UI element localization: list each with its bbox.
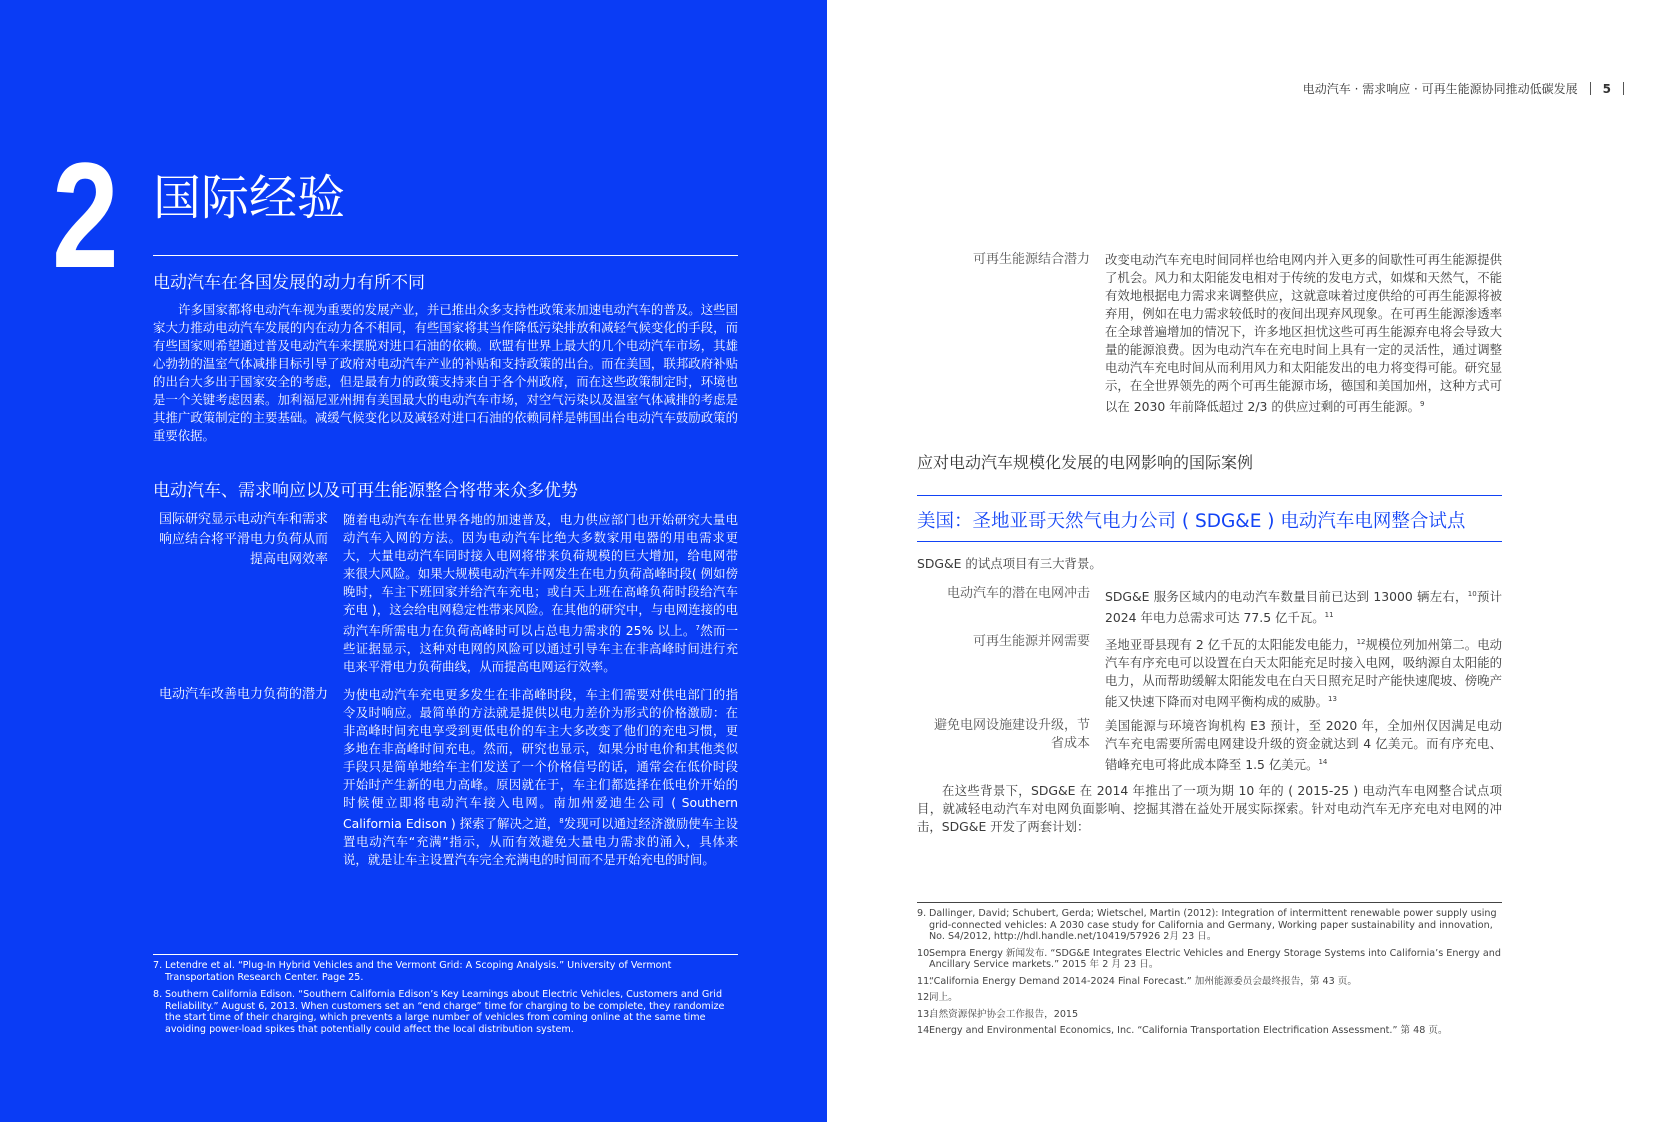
chapter-title: 国际经验 xyxy=(153,170,346,226)
case-box-bottom-rule xyxy=(917,541,1502,542)
paragraph-renewable-integration: 圣地亚哥县现有 2 亿千瓦的太阳能发电能力，$^{12}$规模位列加州第二。电动汽车有序充电可以设置在白天太阳能充足时接入电网，吸纳源自太阳能的电力，从而帮助缓解太阳能发电在白天日照充足时产能快速爬坡、傍晚产能又快速下降而对电网平衡构成的威胁。$^{13}$ xyxy=(1105,637,1503,710)
section-title-2: 电动汽车、需求响应以及可再生能源整合将带来众多优势 xyxy=(153,481,578,501)
paragraph-load-potential: 为使电动汽车充电更多发生在非高峰时段，车主们需要对供电部门的指令及时响应。最简单的方法就是提供以电力差价为形式的价格激励：在非高峰时间充电享受到更低电价的车主大多改变了他们的充电习惯，更多地在非高峰时间充电。然而，研究也显示，如果分时电价和其他类似手段只是简单地给车主们发送了一个价格信号的话，通常会在低价时段开始时产生新的电力高峰。原因就在于，车主们都选择在低电价开始的时候便立即将电动汽车接入电网。南加州爱迪生公司 ( Southern California Edison ) 探索了解决之道，$^8$发现可以通过经济激励使车主设置电动汽车“充满”指示，从而有效避免大量电力需求的涌入，具体来说，就是让车主设置汽车完全充满电的时间而不是开始充电的时间。 xyxy=(343,687,738,868)
paragraph-grid-impact: SDG&E 服务区域内的电动汽车数量目前已达到 13000 辆左右，$^{10}$预计 2024 年电力总需求可达 77.5 亿千瓦。$^{11}$ xyxy=(1105,589,1503,626)
header-title: 电动汽车 · 需求响应 · 可再生能源协同推动低碳发展 xyxy=(1302,82,1578,96)
cases-title: 应对电动汽车规模化发展的电网影响的国际案例 xyxy=(917,453,1254,472)
paragraph-renewable-potential: 改变电动汽车充电时间同样也给电网内并入更多的间歇性可再生能源提供了机会。风力和太阳能发电相对于传统的发电方式，如煤和天然气，不能有效地根据电力需求来调整供应，这就意味着过度供给的可再生能源将被弃用，例如在电力需求较低时的夜间出现弃风现象。在可再生能源渗透率在全球普遍增加的情况下，许多地区担忧这些可再生能源弃电将会导致大量的能源浪费。因为电动汽车在充电时间上具有一定的灵活性，通过调整电动汽车充电时间从而利用风力和太阳能发出的电力将变得可能。研究显示，在全世界领先的两个可再生能源市场，德国和美国加州，这种方式可以在 2030 年前降低超过 2/3 的供应过剩的可再生能源。$^9$ xyxy=(1105,252,1502,415)
footnote-10: 10. Sempra Energy 新闻发布. “SDG&E Integrates Electric Vehicles and Energy Storage Systems into California’s Energy and Ancillary Service markets.” 2015 年 2 月 23 日。 xyxy=(917,947,1501,970)
title-rule xyxy=(153,255,738,256)
label-renewable-potential: 可再生能源结合潜力 xyxy=(972,252,1090,267)
case-box-title: 美国：圣地亚哥天然气电力公司 ( SDG&E ) 电动汽车电网整合试点 xyxy=(917,511,1466,532)
footnote-14: 14. Energy and Environmental Economics, Inc. “California Transportation Electrification Assessment.” 第 48 页。 xyxy=(917,1025,1448,1036)
right-footnote-rule xyxy=(917,902,1502,903)
running-header xyxy=(1303,80,1624,97)
footnote-7: 7. Letendre et al. “Plug-In Hybrid Vehicles and the Vermont Grid: A Scoping Analysis.” University of Vermont Transportation Research Center. Page 25. xyxy=(153,960,672,983)
label-renewable-integration: 可再生能源并网需要 xyxy=(972,634,1090,649)
footnote-11: 11. “California Energy Demand 2014-2024 Final Forecast.” 加州能源委员会最终报告，第 43 页。 xyxy=(917,975,1357,987)
right-footnotes xyxy=(917,908,1502,1042)
section-1-paragraph: 许多国家都将电动汽车视为重要的发展产业，并已推出众多支持性政策来加速电动汽车的普及。这些国家大力推动电动汽车发展的内在动力各不相同，有些国家将其当作降低污染排放和减轻气候变化的手段，而有些国家则希望通过普及电动汽车来摆脱对进口石油的依赖。欧盟有世界上最大的几个电动汽车市场，其雄心勃勃的温室气体减排目标引导了政府对电动汽车产业的补贴和支持政策的出台。而在美国，联邦政府补贴的出台大多出于国家安全的考虑，但是最有力的政策支持来自于各个州政府，而在这些政策制定时，环境也是一个关键考虑因素。加利福尼亚州拥有美国最大的电动汽车市场，对空气污染以及温室气体减排的考虑是其推广政策制定的主要基础。减缓气候变化以及减轻对进口石油的依赖同样是韩国出台电动汽车鼓励政策的重要依据。 xyxy=(153,302,738,443)
label-avoid-upgrades: 避免电网设施建设升级，节省成本 xyxy=(933,718,1090,751)
side-label-grid-efficiency: 国际研究显示电动汽车和需求响应结合将平滑电力负荷从而提高电网效率 xyxy=(158,512,328,567)
case-intro: SDG&E 的试点项目有三大背景。 xyxy=(917,556,1102,571)
footnote-9: 9. Dallinger, David; Schubert, Gerda; Wietschel, Martin (2012): Integration of intermittent renewable power supply using grid-connected vehicles: A 2030 case study for California and Germany, Working paper sustainability and innovation, No. S4/2012, http://hdl.handle.net/10419/57926 2月 23 日。 xyxy=(917,908,1497,942)
section-title-1: 电动汽车在各国发展的动力有所不同 xyxy=(153,273,425,293)
footnote-rule xyxy=(153,954,738,955)
footnote-12: 12. 同上。 xyxy=(917,992,958,1003)
footnote-8: 8. Southern California Edison. “Southern California Edison’s Key Learnings about Electric Vehicles, Customers and Grid Reliability.” August 6, 2013. When customers set an “end charge” time for charging to be complete, they randomize the start time of their charging, which prevents a large number of vehicles from coming online at the same time avoiding power-load spikes that potentially could affect the local distribution system. xyxy=(153,989,725,1035)
case-box-top-rule xyxy=(917,495,1502,496)
label-grid-impact: 电动汽车的潜在电网冲击 xyxy=(946,586,1090,601)
header-separator-2 xyxy=(1623,82,1624,95)
header-separator xyxy=(1590,82,1591,95)
footnote-13: 13. 自然资源保护协会工作报告，2015 xyxy=(917,1008,1079,1020)
paragraph-avoid-upgrades: 美国能源与环境咨询机构 E3 预计，至 2020 年，全加州仅因满足电动汽车充电需要所需电网建设升级的资金就达到 4 亿美元。而有序充电、错峰充电可将此成本降至 1.5 亿美元。$^{14}$ xyxy=(1105,718,1502,773)
chapter-number: 2 xyxy=(52,131,116,299)
page-number: 5 xyxy=(1602,81,1611,96)
paragraph-grid-efficiency: 随着电动汽车在世界各地的加速普及，电力供应部门也开始研究大量电动汽车入网的方法。因为电动汽车比绝大多数家用电器的用电需求更大，大量电动汽车同时接入电网将带来负荷规模的巨大增加，给电网带来很大风险。如果大规模电动汽车并网发生在电力负荷高峰时段( 例如傍晚时，车主下班回家并给汽车充电；或白天上班在高峰负荷时段给汽车充电 )，这会给电网稳定性带来风险。在其他的研究中，与电网连接的电动汽车所需电力在负荷高峰时可以占总电力需求的 25% 以上。$^7$然而一些证据显示，这种对电网的风险可以通过引导车主在非高峰时间进行充电来平滑电力负荷曲线，从而提高电网运行效率。 xyxy=(343,512,739,675)
closing-paragraph: 在这些背景下，SDG&E 在 2014 年推出了一项为期 10 年的 ( 2015-25 ) 电动汽车电网整合试点项目，就减轻电动汽车对电网负面影响、挖掘其潜在益处开展实际探索。针对电动汽车无序充电对电网的冲击，SDG&E 开发了两套计划： xyxy=(917,783,1502,834)
side-label-load-potential: 电动汽车改善电力负荷的潜力 xyxy=(158,687,328,702)
